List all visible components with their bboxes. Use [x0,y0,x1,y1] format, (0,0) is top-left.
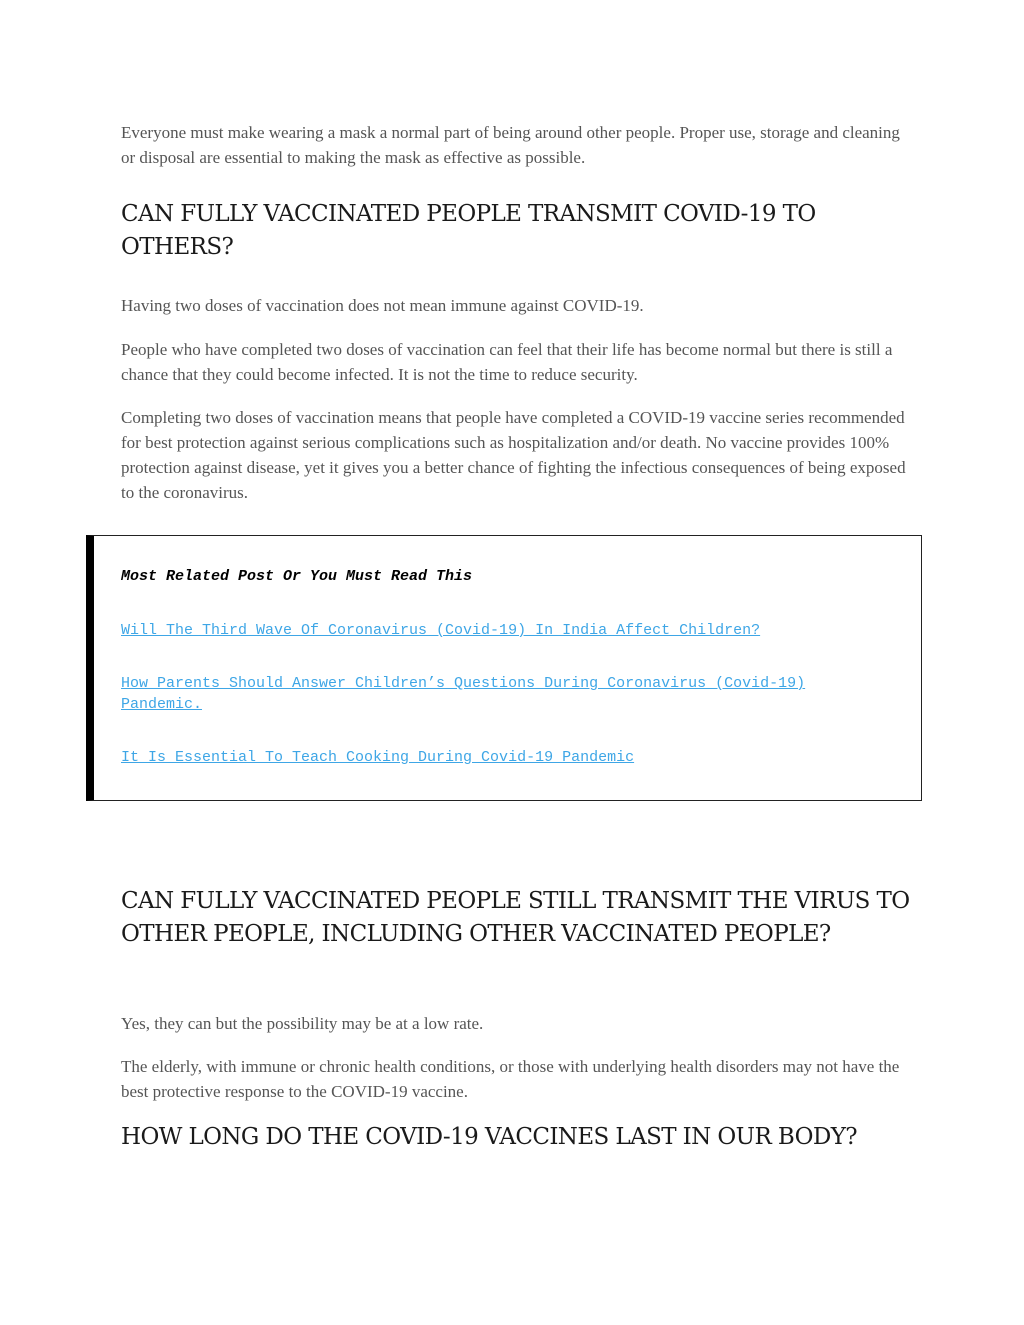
normal-life-paragraph: People who have completed two doses of vaccination can feel that their life has become normal but there is still a chance that they could become infected. It is not the time to reduce security. [121,340,893,384]
completing-doses-paragraph: Completing two doses of vaccination means that people have completed a COVID-19 vaccine series recommended for best protection against serious complications such as hospitalization and/or death. No vaccine provides 100% protection against disease, yet it gives you a better chance of fighting the infectious consequences of being exposed to the coronavirus. [121,408,906,502]
related-link-third-wave[interactable]: Will The Third Wave Of Coronavirus (Covid-19) In India Affect Children? [121,622,761,639]
related-link-parents-answer[interactable]: How Parents Should Answer Children’s Questions During Coronavirus (Covid-19) Pandemic. [121,675,806,713]
related-posts-box [86,535,922,801]
related-posts-title: Most Related Post Or You Must Read This [121,568,473,585]
two-doses-paragraph: Having two doses of vaccination does not mean immune against COVID-19. [121,296,644,315]
mask-paragraph: Everyone must make wearing a mask a normal part of being around other people. Proper use, storage and cleaning or disposal are essential to making the mask as effective as possible. [121,123,900,167]
heading-still-transmit: CAN FULLY VACCINATED PEOPLE STILL TRANSMIT THE VIRUS TO OTHER PEOPLE, INCLUDING OTHER VACCINATED PEOPLE? [121,888,910,947]
heading-transmit-covid: CAN FULLY VACCINATED PEOPLE TRANSMIT COVID-19 TO OTHERS? [121,201,816,260]
related-link-teach-cooking[interactable]: It Is Essential To Teach Cooking During Covid-19 Pandemic [121,749,635,766]
heading-how-long: HOW LONG DO THE COVID-19 VACCINES LAST IN OUR BODY? [121,1124,858,1150]
elderly-paragraph: The elderly, with immune or chronic health conditions, or those with underlying health disorders may not have the best protective response to the COVID-19 vaccine. [121,1057,900,1101]
yes-they-can-paragraph: Yes, they can but the possibility may be at a low rate. [121,1014,484,1033]
